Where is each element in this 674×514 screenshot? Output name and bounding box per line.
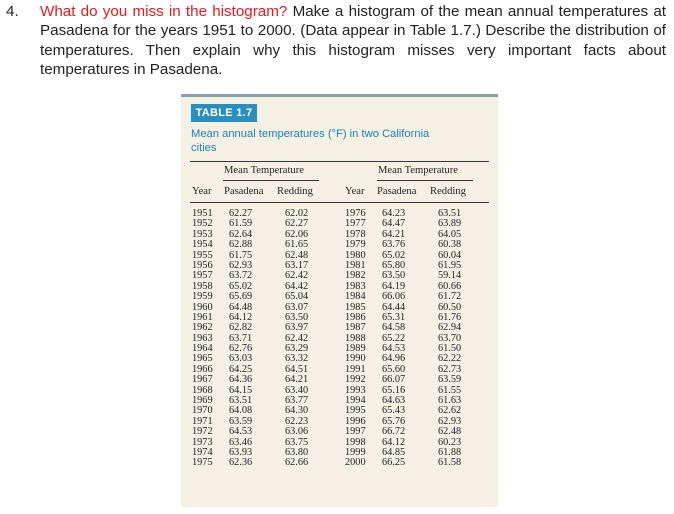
year-cell: 1966 [192, 363, 213, 375]
redding-cell: 63.70 [438, 332, 462, 344]
redding-cell: 60.23 [438, 436, 462, 448]
redding-cell: 63.17 [285, 259, 309, 271]
redding-cell: 65.04 [285, 291, 309, 303]
year-cell: 1951 [192, 208, 213, 219]
pasadena-cell: 64.53 [229, 426, 253, 438]
redding-cell: 62.62 [438, 405, 462, 417]
redding-cell: 62.42 [285, 332, 309, 344]
redding-cell: 61.88 [438, 446, 462, 458]
table-rule-top [190, 161, 489, 162]
year-cell: 1997 [345, 426, 366, 438]
pasadena-cell: 64.85 [382, 446, 406, 458]
pasadena-cell: 64.25 [229, 363, 253, 375]
redding-cell: 62.94 [438, 322, 462, 334]
redding-cell: 60.04 [438, 249, 462, 261]
col-header-year-right: Year [345, 186, 365, 197]
col-header-redding-right: Redding [430, 186, 466, 197]
pasadena-cell: 64.12 [382, 436, 406, 448]
pasadena-cell: 63.51 [229, 395, 253, 407]
group-header-left-line [223, 180, 319, 181]
pasadena-cell: 66.07 [382, 374, 406, 386]
year-cell: 1957 [192, 270, 213, 282]
problem-text-block [40, 2, 666, 80]
year-cell: 1981 [345, 259, 366, 271]
redding-cell: 63.89 [438, 218, 462, 230]
pasadena-cell: 65.02 [382, 249, 406, 261]
pasadena-cell: 62.27 [229, 208, 253, 219]
year-cell: 1968 [192, 384, 213, 396]
redding-cell: 62.66 [285, 457, 309, 469]
group-header-right: Mean Temperature [378, 165, 458, 176]
year-cell: 1973 [192, 436, 213, 448]
year-cell: 1967 [192, 374, 213, 386]
redding-cell: 64.30 [285, 405, 309, 417]
pasadena-cell: 63.46 [229, 436, 253, 448]
year-cell: 1993 [345, 384, 366, 396]
year-cell: 1954 [192, 239, 213, 251]
problem-title: What do you miss in the histogram? [40, 3, 288, 20]
year-cell: 2000 [345, 457, 366, 469]
redding-cell: 63.32 [285, 353, 309, 365]
pasadena-cell: 64.53 [382, 343, 406, 355]
redding-cell: 62.27 [285, 218, 309, 230]
pasadena-cell: 64.08 [229, 405, 253, 417]
redding-cell: 61.65 [285, 239, 309, 251]
redding-cell: 62.23 [285, 415, 309, 427]
redding-cell: 61.55 [438, 384, 462, 396]
year-cell: 1955 [192, 249, 213, 261]
problem-number: 4. [6, 3, 19, 20]
year-cell: 1952 [192, 218, 213, 230]
problem-body: Make a histogram of the mean annual temperatures at Pasadena for the years 1951 to 2000. (Data appear in Table 1.7.) Describe the distribution of temperatures. Then explain why this histogram misses very important facts about temperatures in Pasadena. [40, 3, 667, 79]
pasadena-cell: 63.72 [229, 270, 253, 282]
pasadena-cell: 62.76 [229, 343, 253, 355]
redding-cell: 63.75 [285, 436, 309, 448]
pasadena-cell: 64.96 [382, 353, 406, 365]
year-cell: 1984 [345, 291, 366, 303]
year-cell: 1961 [192, 311, 213, 323]
pasadena-cell: 65.80 [382, 259, 406, 271]
redding-cell: 63.50 [285, 311, 309, 323]
table-label: TABLE 1.7 [191, 104, 257, 122]
redding-cell: 63.06 [285, 426, 309, 438]
redding-cell: 63.40 [285, 384, 309, 396]
group-header-left: Mean Temperature [224, 165, 304, 176]
redding-cell: 63.77 [285, 395, 309, 407]
redding-cell: 62.48 [438, 426, 462, 438]
pasadena-cell: 64.23 [382, 208, 406, 219]
year-cell: 1994 [345, 395, 366, 407]
year-cell: 1986 [345, 311, 366, 323]
redding-cell: 62.73 [438, 363, 462, 375]
year-cell: 1990 [345, 353, 366, 365]
redding-cell: 62.22 [438, 353, 462, 365]
year-cell: 1962 [192, 322, 213, 334]
pasadena-cell: 62.36 [229, 457, 253, 469]
year-cell: 1953 [192, 228, 213, 240]
redding-cell: 63.80 [285, 446, 309, 458]
pasadena-cell: 61.75 [229, 249, 253, 261]
redding-cell: 62.93 [438, 415, 462, 427]
year-cell: 1992 [345, 374, 366, 386]
redding-cell: 62.48 [285, 249, 309, 261]
pasadena-cell: 64.47 [382, 218, 406, 230]
pasadena-cell: 64.63 [382, 395, 406, 407]
year-cell: 1963 [192, 332, 213, 344]
pasadena-cell: 65.02 [229, 280, 253, 292]
table-rule-header [190, 202, 489, 203]
pasadena-cell: 63.71 [229, 332, 253, 344]
year-cell: 1956 [192, 259, 213, 271]
redding-cell: 61.95 [438, 259, 462, 271]
year-cell: 1980 [345, 249, 366, 261]
year-cell: 1964 [192, 343, 213, 355]
redding-cell: 59.14 [438, 270, 462, 282]
year-cell: 1983 [345, 280, 366, 292]
year-cell: 1987 [345, 322, 366, 334]
redding-cell: 61.72 [438, 291, 462, 303]
year-cell: 1999 [345, 446, 366, 458]
year-cell: 1975 [192, 457, 213, 469]
year-cell: 1996 [345, 415, 366, 427]
pasadena-cell: 63.59 [229, 415, 253, 427]
col-header-redding-left: Redding [277, 186, 313, 197]
pasadena-cell: 65.60 [382, 363, 406, 375]
redding-cell: 62.06 [285, 228, 309, 240]
data-table [181, 94, 498, 507]
pasadena-cell: 64.58 [382, 322, 406, 334]
pasadena-cell: 65.43 [382, 405, 406, 417]
redding-cell: 60.38 [438, 239, 462, 251]
pasadena-cell: 64.48 [229, 301, 253, 313]
pasadena-cell: 62.88 [229, 239, 253, 251]
table-row [181, 458, 498, 468]
redding-cell: 61.50 [438, 343, 462, 355]
pasadena-cell: 63.03 [229, 353, 253, 365]
year-cell: 1959 [192, 291, 213, 303]
year-cell: 1979 [345, 239, 366, 251]
redding-cell: 64.42 [285, 280, 309, 292]
year-cell: 1958 [192, 280, 213, 292]
pasadena-cell: 62.64 [229, 228, 253, 240]
redding-cell: 62.02 [285, 208, 309, 219]
pasadena-cell: 63.76 [382, 239, 406, 251]
col-header-pasadena-left: Pasadena [224, 186, 264, 197]
year-cell: 1988 [345, 332, 366, 344]
pasadena-cell: 66.06 [382, 291, 406, 303]
pasadena-cell: 64.12 [229, 311, 253, 323]
pasadena-cell: 66.25 [382, 457, 406, 469]
pasadena-cell: 65.16 [382, 384, 406, 396]
year-cell: 1977 [345, 218, 366, 230]
year-cell: 1982 [345, 270, 366, 282]
pasadena-cell: 62.82 [229, 322, 253, 334]
table-row [181, 240, 498, 250]
year-cell: 1970 [192, 405, 213, 417]
year-cell: 1998 [345, 436, 366, 448]
table-row [181, 292, 498, 302]
redding-cell: 63.59 [438, 374, 462, 386]
pasadena-cell: 64.36 [229, 374, 253, 386]
pasadena-cell: 65.31 [382, 311, 406, 323]
redding-cell: 63.51 [438, 208, 462, 219]
year-cell: 1976 [345, 208, 366, 219]
pasadena-cell: 65.69 [229, 291, 253, 303]
pasadena-cell: 64.19 [382, 280, 406, 292]
pasadena-cell: 63.50 [382, 270, 406, 282]
redding-cell: 63.29 [285, 343, 309, 355]
year-cell: 1972 [192, 426, 213, 438]
table-top-bar [181, 94, 498, 97]
pasadena-cell: 65.76 [382, 415, 406, 427]
redding-cell: 60.50 [438, 301, 462, 313]
year-cell: 1995 [345, 405, 366, 417]
pasadena-cell: 64.44 [382, 301, 406, 313]
table-body [181, 209, 498, 469]
year-cell: 1985 [345, 301, 366, 313]
year-cell: 1989 [345, 343, 366, 355]
redding-cell: 64.05 [438, 228, 462, 240]
year-cell: 1960 [192, 301, 213, 313]
redding-cell: 62.42 [285, 270, 309, 282]
year-cell: 1978 [345, 228, 366, 240]
group-header-right-line [377, 180, 473, 181]
pasadena-cell: 64.21 [382, 228, 406, 240]
col-header-year-left: Year [192, 186, 212, 197]
col-header-pasadena-right: Pasadena [377, 186, 417, 197]
redding-cell: 61.58 [438, 457, 462, 469]
redding-cell: 60.66 [438, 280, 462, 292]
pasadena-cell: 65.22 [382, 332, 406, 344]
pasadena-cell: 66.72 [382, 426, 406, 438]
year-cell: 1969 [192, 395, 213, 407]
table-caption: Mean annual temperatures (°F) in two California cities [191, 128, 430, 154]
redding-cell: 64.51 [285, 363, 309, 375]
redding-cell: 61.63 [438, 395, 462, 407]
pasadena-cell: 63.93 [229, 446, 253, 458]
pasadena-cell: 64.15 [229, 384, 253, 396]
redding-cell: 64.21 [285, 374, 309, 386]
pasadena-cell: 61.59 [229, 218, 253, 230]
year-cell: 1974 [192, 446, 213, 458]
year-cell: 1991 [345, 363, 366, 375]
year-cell: 1971 [192, 415, 213, 427]
year-cell: 1965 [192, 353, 213, 365]
pasadena-cell: 62.93 [229, 259, 253, 271]
redding-cell: 63.97 [285, 322, 309, 334]
redding-cell: 63.07 [285, 301, 309, 313]
redding-cell: 61.76 [438, 311, 462, 323]
